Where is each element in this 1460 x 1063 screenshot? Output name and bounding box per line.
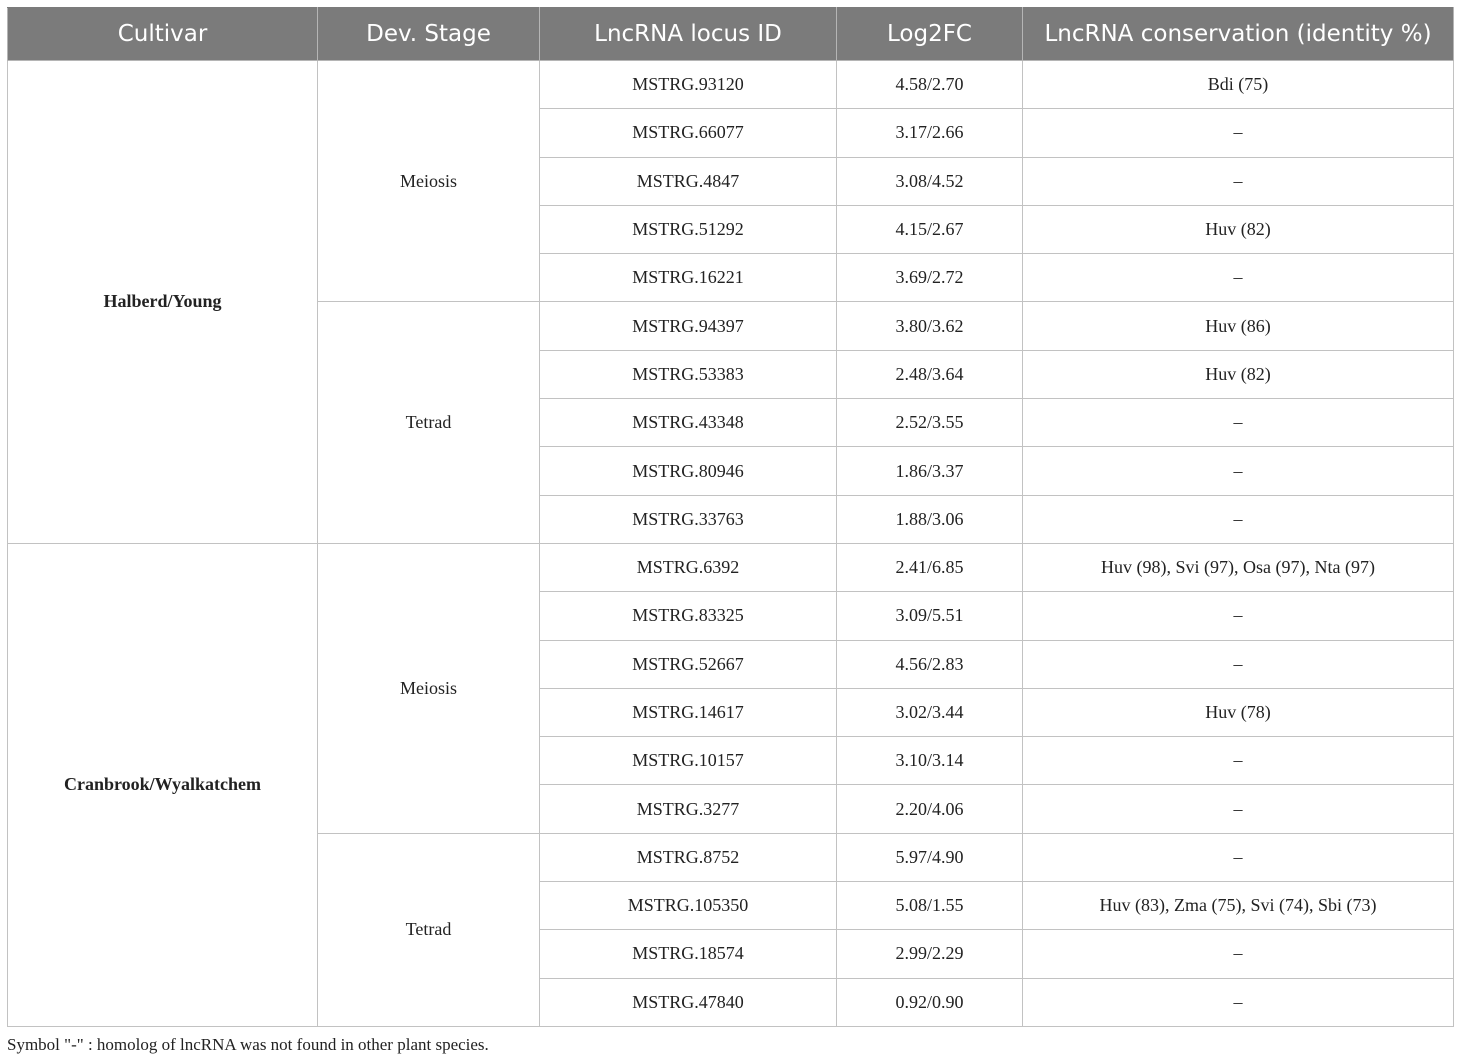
locus-cell: MSTRG.4847 — [540, 157, 837, 205]
locus-cell: MSTRG.80946 — [540, 447, 837, 495]
lncrna-table-container — [7, 7, 1453, 1027]
header-log2fc: Log2FC — [837, 8, 1023, 61]
log2fc-cell: 2.20/4.06 — [837, 785, 1023, 833]
conservation-cell: – — [1023, 592, 1454, 640]
conservation-cell: Huv (78) — [1023, 688, 1454, 736]
log2fc-cell: 3.02/3.44 — [837, 688, 1023, 736]
cultivar-cell: Cranbrook/Wyalkatchem — [8, 543, 318, 1026]
conservation-cell: Huv (86) — [1023, 302, 1454, 350]
header-conservation: LncRNA conservation (identity %) — [1023, 8, 1454, 61]
table-row — [8, 61, 1454, 109]
lncrna-table — [7, 7, 1454, 1027]
table-footnote: Symbol "-" : homolog of lncRNA was not found in other plant species. — [7, 1035, 489, 1054]
log2fc-cell: 3.17/2.66 — [837, 109, 1023, 157]
conservation-cell: – — [1023, 737, 1454, 785]
conservation-cell: Huv (98), Svi (97), Osa (97), Nta (97) — [1023, 543, 1454, 591]
log2fc-cell: 1.88/3.06 — [837, 495, 1023, 543]
locus-cell: MSTRG.52667 — [540, 640, 837, 688]
locus-cell: MSTRG.83325 — [540, 592, 837, 640]
table-body — [8, 61, 1454, 1027]
conservation-cell: Huv (82) — [1023, 350, 1454, 398]
log2fc-cell: 3.80/3.62 — [837, 302, 1023, 350]
locus-cell: MSTRG.10157 — [540, 737, 837, 785]
stage-cell: Meiosis — [318, 61, 540, 302]
conservation-cell: – — [1023, 978, 1454, 1026]
conservation-cell: Bdi (75) — [1023, 61, 1454, 109]
locus-cell: MSTRG.43348 — [540, 399, 837, 447]
locus-cell: MSTRG.8752 — [540, 833, 837, 881]
locus-cell: MSTRG.105350 — [540, 882, 837, 930]
locus-cell: MSTRG.16221 — [540, 254, 837, 302]
locus-cell: MSTRG.47840 — [540, 978, 837, 1026]
header-dev-stage: Dev. Stage — [318, 8, 540, 61]
log2fc-cell: 4.56/2.83 — [837, 640, 1023, 688]
log2fc-cell: 4.15/2.67 — [837, 205, 1023, 253]
log2fc-cell: 3.69/2.72 — [837, 254, 1023, 302]
log2fc-cell: 3.08/4.52 — [837, 157, 1023, 205]
log2fc-cell: 3.10/3.14 — [837, 737, 1023, 785]
log2fc-cell: 1.86/3.37 — [837, 447, 1023, 495]
log2fc-cell: 5.97/4.90 — [837, 833, 1023, 881]
cultivar-cell: Halberd/Young — [8, 61, 318, 544]
conservation-cell: – — [1023, 157, 1454, 205]
conservation-cell: – — [1023, 447, 1454, 495]
table-row — [8, 543, 1454, 591]
locus-cell: MSTRG.51292 — [540, 205, 837, 253]
conservation-cell: Huv (82) — [1023, 205, 1454, 253]
header-cultivar: Cultivar — [8, 8, 318, 61]
stage-cell: Tetrad — [318, 302, 540, 543]
log2fc-cell: 4.58/2.70 — [837, 61, 1023, 109]
log2fc-cell: 0.92/0.90 — [837, 978, 1023, 1026]
log2fc-cell: 2.48/3.64 — [837, 350, 1023, 398]
locus-cell: MSTRG.66077 — [540, 109, 837, 157]
stage-cell: Tetrad — [318, 833, 540, 1026]
log2fc-cell: 5.08/1.55 — [837, 882, 1023, 930]
locus-cell: MSTRG.93120 — [540, 61, 837, 109]
header-locus-id: LncRNA locus ID — [540, 8, 837, 61]
conservation-cell: – — [1023, 833, 1454, 881]
conservation-cell: – — [1023, 109, 1454, 157]
conservation-cell: – — [1023, 254, 1454, 302]
conservation-cell: – — [1023, 495, 1454, 543]
log2fc-cell: 3.09/5.51 — [837, 592, 1023, 640]
conservation-cell: – — [1023, 930, 1454, 978]
conservation-cell: – — [1023, 785, 1454, 833]
locus-cell: MSTRG.6392 — [540, 543, 837, 591]
locus-cell: MSTRG.3277 — [540, 785, 837, 833]
locus-cell: MSTRG.94397 — [540, 302, 837, 350]
log2fc-cell: 2.52/3.55 — [837, 399, 1023, 447]
locus-cell: MSTRG.33763 — [540, 495, 837, 543]
log2fc-cell: 2.99/2.29 — [837, 930, 1023, 978]
conservation-cell: – — [1023, 399, 1454, 447]
log2fc-cell: 2.41/6.85 — [837, 543, 1023, 591]
header-row — [8, 8, 1454, 61]
conservation-cell: Huv (83), Zma (75), Svi (74), Sbi (73) — [1023, 882, 1454, 930]
locus-cell: MSTRG.53383 — [540, 350, 837, 398]
locus-cell: MSTRG.14617 — [540, 688, 837, 736]
conservation-cell: – — [1023, 640, 1454, 688]
locus-cell: MSTRG.18574 — [540, 930, 837, 978]
stage-cell: Meiosis — [318, 543, 540, 833]
